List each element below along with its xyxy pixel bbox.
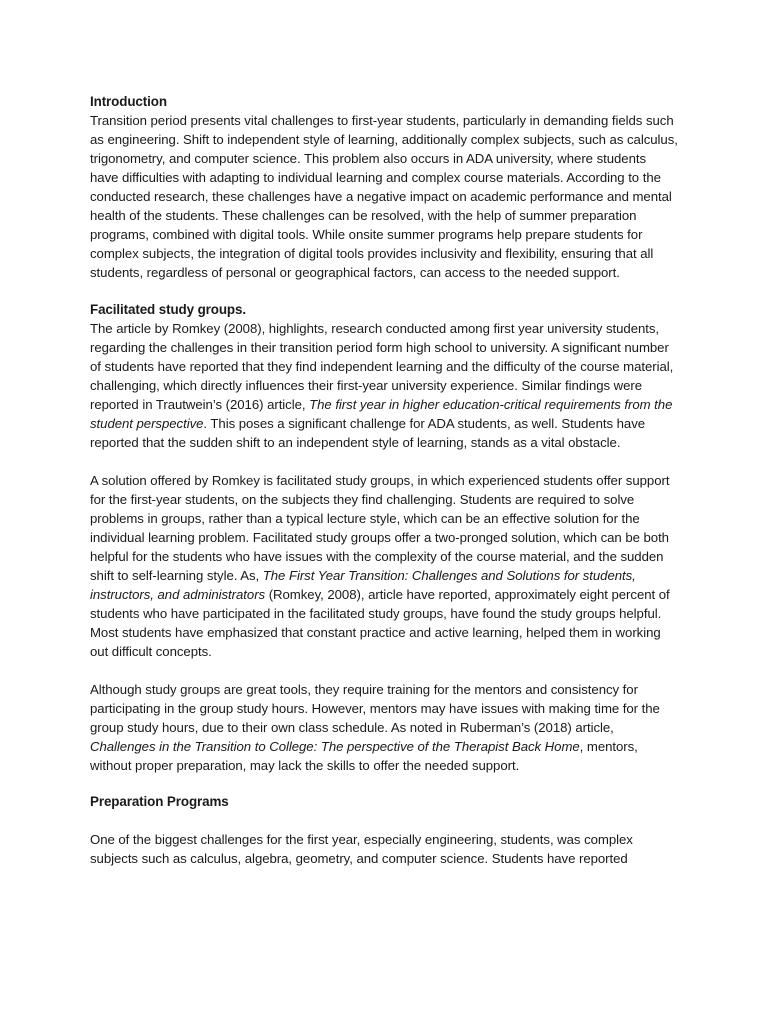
facilitated-paragraph-1 xyxy=(90,319,678,452)
text-run: (Romkey, 2008), article have reported, approximately eight percent of students who have participated in the facilitated study groups, have found the study groups helpful. Most students have emphasized that constant practice and active learning, helped them in working out difficult concepts. xyxy=(90,587,670,659)
facilitated-paragraph-2 xyxy=(90,471,678,661)
text-run: The article by Romkey (2008), highlights, research conducted among first year university students, regarding the challenges in their transition period form high school to university. A significant number of students have reported that they find independent learning and the difficulty of the course material, challenging, which directly influences their first-year university experience. Similar findings were reported in Trautwein’s (2016) article, xyxy=(90,321,674,412)
facilitated-paragraph-3 xyxy=(90,680,678,775)
section-heading-preparation-programs: Preparation Programs xyxy=(90,794,229,809)
paragraph-spacer xyxy=(90,452,678,471)
cited-title: The first year in higher education-critical requirements from the student perspective xyxy=(90,397,673,431)
text-run: , mentors, without proper preparation, may lack the skills to offer the needed support. xyxy=(90,739,638,773)
preparation-paragraph: One of the biggest challenges for the first year, especially engineering, students, was complex subjects such as calculus, algebra, geometry, and computer science. Students have reported xyxy=(90,832,633,866)
cited-title: Challenges in the Transition to College: The perspective of the Therapist Back Home xyxy=(90,739,580,754)
paragraph-spacer xyxy=(90,811,678,830)
cited-title: The First Year Transition: Challenges and Solutions for students, instructors, and administrators xyxy=(90,568,636,602)
text-run: A solution offered by Romkey is facilitated study groups, in which experienced students offer support for the first-year students, on the subjects they find challenging. Students are required to solve problems in groups, rather than a typical lecture style, which can be an effective solution for the individual learning problem. Facilitated study groups offer a two-pronged solution, which can be both helpful for the students who have issues with the complexity of the course material, and the sudden shift to self-learning style. As, xyxy=(90,473,670,583)
intro-paragraph: Transition period presents vital challenges to first-year students, particularly in demanding fields such as engineering. Shift to independent style of learning, additionally complex subjects, such as calculus, trigonometry, and computer science. This problem also occurs in ADA university, where students have difficulties with adapting to individual learning and complex course materials. According to the conducted research, these challenges have a negative impact on academic performance and mental health of the students. These challenges can be resolved, with the help of summer preparation programs, combined with digital tools. While onsite summer programs help prepare students for complex subjects, the integration of digital tools provides inclusivity and flexibility, ensuring that all students, regardless of personal or geographical factors, can access to the needed support. xyxy=(90,113,678,280)
section-heading-facilitated-study-groups: Facilitated study groups. xyxy=(90,302,246,317)
paragraph-spacer xyxy=(90,661,678,680)
text-run: . This poses a significant challenge for ADA students, as well. Students have reported that the sudden shift to an independent style of learning, stands as a vital obstacle. xyxy=(90,416,646,450)
text-run: Although study groups are great tools, they require training for the mentors and consistency for participating in the group study hours. However, mentors may have issues with making time for the group study hours, due to their own class schedule. As noted in Ruberman’s (2018) article, xyxy=(90,682,660,735)
section-heading-introduction: Introduction xyxy=(90,94,167,109)
